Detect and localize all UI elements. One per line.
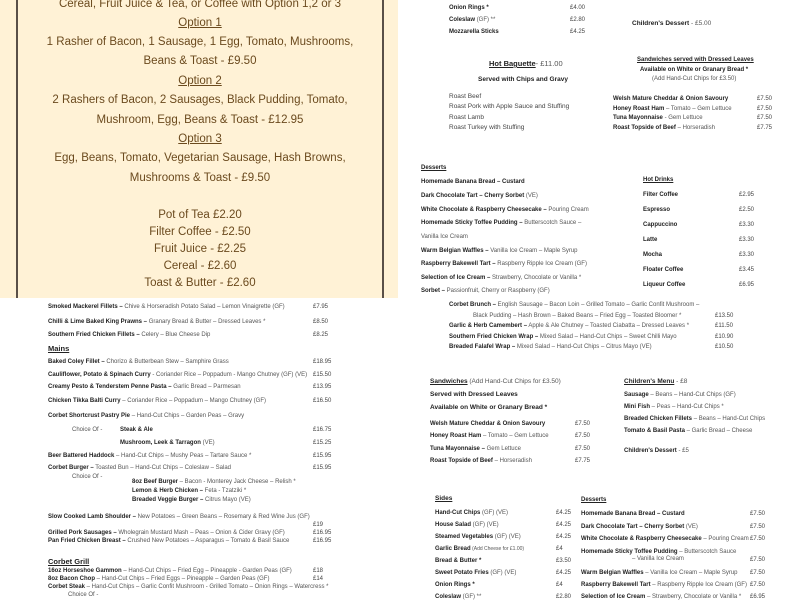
sandwich-name: Honey Roast Ham [613,106,665,112]
sandwich-name: Roast Topside of Beef [430,458,493,464]
pie-choice-price: £15.25 [313,440,332,446]
bite-name: Breaded Falafel Wrap – [449,344,516,350]
sandwich-desc: – Tomato – Gem Lettuce [481,433,549,439]
main-price: £16.50 [313,398,332,404]
child-dessert-name: Children's Dessert [624,448,677,454]
dessert-name: Warm Belgian Waffles – [421,248,489,254]
side-tags: (GF) (VE) [493,534,521,540]
main-desc: – Coriander Rice – Poppadum – Mango Chutney (GF) [120,398,266,404]
dessert-name: Homemade Banana Bread – Custard [421,179,525,185]
sandwiches-line2: Served with Dressed Leaves [430,391,518,398]
extra-cereal: Cereal - £2.60 [163,260,237,272]
burger-choice-label: Choice Of - [72,474,103,480]
side-tags: (GF) (VE) [480,510,508,516]
top-children-dessert [632,20,711,28]
option-3-line2: Mushrooms & Toast - £9.50 [129,172,271,184]
child-item-desc: – Beans – Hand-Cut Chips [692,416,766,422]
sandwich-price: £7.50 [757,96,773,102]
dessert-desc: (VE) [684,524,698,530]
lamb-price: £19 [313,522,324,528]
dessert-price: £7.50 [750,511,766,517]
main-price: £18.95 [313,359,332,365]
bite-desc: Apple & Ale Chutney – Toasted Ciabatta – Dressed Leaves * [527,323,690,329]
dessert-name: Sorbet – [421,288,446,294]
option-1-title: Option 1 [178,17,222,29]
starter-name: Smoked Mackerel Fillets – [48,304,123,310]
baguette-title: Hot Baguette [489,59,536,68]
lamb-desc: New Potatoes – Green Beans – Rosemary & Red Wine Jus (GF) [136,514,310,520]
burger-desc: Toasted Bun – Hand-Cut Chips – Coleslaw – Salad [93,465,231,471]
drink-name: Mocha [643,252,663,258]
burger-choice-desc: – Bacon - Monterey Jack Cheese – Relish * [178,479,296,485]
side-price: £4.00 [570,5,586,11]
bite-name: Southern Fried Chicken Wrap – [449,334,539,340]
drink-name: Liqueur Coffee [643,282,686,288]
burger-choice-name: Breaded Veggie Burger – [132,497,204,503]
side-name: Steamed Vegetables [435,534,494,540]
dessert-desc: Raspberry Ripple Ice Cream (GF) [495,261,587,267]
chicken-desc: Crushed New Potatoes – Asparagus – Tomato & Basil Sauce [125,538,290,544]
dessert-name: Warm Belgian Waffles [581,570,644,576]
pie-choice-name: Steak & Ale [120,427,153,433]
main-name: Creamy Pesto & Tenderstem Penne Pasta – [48,384,172,390]
baguette-item: Roast Pork with Apple Sauce and Stuffing [449,103,570,110]
side-name: House Salad [435,522,472,528]
side-name: Hand-Cut Chips [435,510,481,516]
option-2-title: Option 2 [178,75,222,87]
drink-price: £2.95 [739,192,755,198]
side-tags: (GF) ** [476,17,496,23]
burger-choice-name: Lemon & Herb Chicken – [132,488,204,494]
dessert-name: Selection of Ice Cream [581,594,646,600]
sandwich-name: Roast Topside of Beef [613,125,676,131]
grill-name: 16oz Horseshoe Gammon [48,568,122,574]
grill-name: Corbet Steak [48,584,86,590]
dessert-name: Raspberry Bakewell Tart – [421,261,496,267]
drink-price: £6.95 [739,282,755,288]
dessert-name: White Chocolate & Raspberry Cheesecake – [421,207,547,213]
child-item-name: Mini Fish [624,404,650,410]
dessert-desc: – Strawberry, Chocolate or Vanilla * [645,594,742,600]
sausages-name: Grilled Pork Sausages – [48,530,117,536]
drink-price: £3.30 [739,222,755,228]
burger-price: £15.95 [313,465,332,471]
grill-desc: – Hand-Cut Chips – Garlic Confit Mushroom - Grilled Tomato – Onion Rings – Watercress * [85,584,329,590]
dessert-desc: – Vanilla Ice Cream – Maple Syrup [643,570,738,576]
bite-desc: Black Pudding – Hash Brown – Baked Beans – Fried Egg – Toasted Bloomer * [473,313,682,319]
sandwich-title: Sandwiches served with Dressed Leaves [637,57,754,63]
child-item-desc: – Peas – Hand-Cut Chips * [650,404,724,410]
haddock-desc: – Hand-Cut Chips – Mushy Peas – Tartare Sauce * [114,453,252,459]
bite-price: £10.90 [715,334,734,340]
panel-border-right [382,0,384,298]
side-name: Coleslaw [435,594,462,600]
haddock-name: Beer Battered Haddock [48,453,115,459]
drink-name: Espresso [643,207,671,213]
sandwich-price: £7.75 [757,125,773,131]
side-price: £4.25 [556,570,572,576]
option-1-line2: Beans & Toast - £9.50 [143,55,257,67]
extra-toast: Toast & Butter - £2.60 [144,277,256,289]
grill-price: £18 [313,568,324,574]
sandwiches-title: Sandwiches [430,378,468,385]
sandwich-price: £7.50 [757,115,773,121]
sandwich-name: Honey Roast Ham [430,433,482,439]
main-desc: Chorizo & Butterbean Stew – Samphire Grass [104,359,229,365]
side-name: Coleslaw [449,17,476,23]
sandwich-name: Tuna Mayonnaise [613,115,663,121]
option-3-title: Option 3 [178,133,222,145]
pie-choice-label: Choice Of - [72,427,103,433]
dessert-desc: – Butterscotch Sauce [677,549,737,555]
child-item-desc: – Beans – Hand-Cut Chips (GF) [648,392,736,398]
grill-desc: – Hand-Cut Chips – Fried Egg – Pineapple - Garden Peas (GF) [121,568,292,574]
dessert-name: Homemade Sticky Toffee Pudding – [421,220,523,226]
main-price: £15.50 [313,372,332,378]
sandwich-name: Tuna Mayonnaise – [430,446,485,452]
option-2-line2: Mushroom, Egg, Beans & Toast - £12.95 [96,114,304,126]
baguette-price: - £11.00 [535,59,563,68]
main-name: Cauliflower, Potato & Spinach Curry [48,372,151,378]
side-price: £4.25 [556,510,572,516]
extra-tea: Pot of Tea £2.20 [158,209,242,221]
sandwich-desc: – Horseradish [492,458,532,464]
extra-coffee: Filter Coffee - £2.50 [149,226,251,238]
drink-price: £3.30 [739,237,755,243]
grill-title: Corbet Grill [48,557,90,566]
pie-desc: – Hand-Cut Chips – Garden Peas – Gravy [130,413,245,419]
baguette-subtitle: Served with Chips and Gravy [478,76,568,83]
sandwiches-note: (Add Hand-Cut Chips for £3.50) [467,378,561,385]
dessert-desc: Vanilla Ice Cream – Maple Syrup [488,248,578,254]
sandwich-price: £7.50 [757,106,773,112]
dessert-name: Selection of Ice Cream – [421,275,491,281]
child-dessert-price: - £5 [676,448,689,454]
starter-name: Chilli & Lime Baked King Prawns – [48,319,148,325]
dessert-price: £7.50 [750,582,766,588]
main-price: £13.95 [313,384,332,390]
dessert-desc: – Pouring Cream [701,536,749,542]
grill-name: 8oz Bacon Chop [48,576,96,582]
starter-name: Southern Fried Chicken Fillets – [48,332,140,338]
main-desc: - Coriander Rice – Poppadum - Mango Chutney (GF) (VE) [150,372,308,378]
dessert-name: Dark Chocolate Tart – Cherry Sorbet [421,193,525,199]
child-item-name: Breaded Chicken Fillets [624,416,693,422]
breakfast-intro: Cereal, Fruit Juice & Tea, or Coffee with Option 1,2 or 3 [58,0,342,10]
lamb-name: Slow Cooked Lamb Shoulder – [48,514,137,520]
sandwich-desc: – Tomato – Gem Lettuce [664,106,732,112]
dessert-desc: (VE) [524,193,538,199]
starter-price: £7.95 [313,304,329,310]
dessert-name: Raspberry Bakewell Tart [581,582,651,588]
side-tags: (GF) (VE) [488,570,517,576]
bite-name: Corbet Brunch – [449,302,497,308]
sandwich-desc: – Horseradish [675,125,715,131]
side-name: Garlic Bread [435,546,471,552]
drink-price: £3.45 [739,267,755,273]
starter-desc: Celery – Blue Cheese Dip [139,332,211,338]
child-item-desc: – Garlic Bread – Cheese [684,428,753,434]
sandwich-subtitle: Available on White or Granary Bread * [640,67,749,73]
drink-name: Cappuccino [643,222,678,228]
option-3-line1: Egg, Beans, Tomato, Vegetarian Sausage, Hash Browns, [54,152,346,164]
sandwich-price: £7.50 [575,421,591,427]
extra-juice: Fruit Juice - £2.25 [153,243,247,255]
sides-title: Sides [435,495,453,502]
grill-price: £14 [313,576,324,582]
sandwich-price: £7.50 [575,433,591,439]
baguette-item: Roast Lamb [449,114,485,121]
grill-desc: – Hand-Cut Chips – Fried Eggs – Pineapple – Garden Peas (GF) [95,576,270,582]
option-2-line1: 2 Rashers of Bacon, 2 Sausages, Black Pudding, Tomato, [52,94,348,106]
side-name: Bread & Butter * [435,558,482,564]
grill-choice-label: Choice Of - [68,592,99,598]
starter-price: £8.25 [313,332,329,338]
side-price: £2.80 [556,594,572,600]
dessert-price: £6.95 [750,594,766,600]
child-item-name: Sausage [624,392,649,398]
dessert-desc: Strawberry, Chocolate or Vanilla * [490,275,582,281]
drink-price: £2.50 [739,207,755,213]
dessert-price: £7.50 [750,524,766,530]
bite-desc: English Sausage – Bacon Loin – Grilled Tomato – Garlic Confit Mushroom – [496,302,700,308]
dessert-desc: Pouring Cream [546,207,589,213]
sandwich-name: Welsh Mature Cheddar & Onion Savoury [430,421,546,427]
drink-name: Floater Coffee [643,267,684,273]
dessert-name: Homemade Sticky Toffee Pudding [581,549,678,555]
side-tags: (Add Cheese for £1.00) [470,546,525,552]
baguette-item: Roast Turkey with Stuffing [449,124,525,131]
burger-choice-desc: Citrus Mayo (VE) [203,497,251,503]
dessert-price: - £5.00 [691,20,712,27]
sausages-price: £16.95 [313,530,332,536]
desserts-title: Desserts [421,165,447,171]
dessert-name: Dark Chocolate Tart – Cherry Sorbet [581,524,685,530]
dessert-price: £7.50 [750,570,766,576]
bite-name: Garlic & Herb Camembert – [449,323,528,329]
sandwich-desc: Gem Lettuce [484,446,521,452]
desserts-title: Desserts [581,497,607,503]
dessert-name: Homemade Banana Bread – Custard [581,511,685,517]
child-item-name: Tomato & Basil Pasta [624,428,685,434]
side-price: £2.80 [570,17,586,23]
childrens-price: - £8 [674,378,688,385]
haddock-price: £15.95 [313,453,332,459]
side-name: Mozzarella Sticks [449,29,499,35]
pie-choice-price: £16.75 [313,427,332,433]
pie-name: Corbet Shortcrust Pastry Pie [48,413,131,419]
side-price: £4 [556,546,563,552]
starter-desc: Chive & Horseradish Potato Salad – Lemon Vinaigrette (GF) [122,304,285,310]
bite-desc: Mixed Salad – Hand-Cut Chips – Sweet Chilli Mayo [538,334,677,340]
dessert-desc: – Raspberry Ripple Ice Cream (GF) [650,582,747,588]
dessert-desc: Vanilla Ice Cream [421,234,468,240]
side-name: Onion Rings * [435,582,475,588]
chicken-name: Pan Fried Chicken Breast – [48,538,126,544]
drink-price: £3.30 [739,252,755,258]
side-price: £4 [556,582,563,588]
side-tags: (GF) (VE) [471,522,499,528]
main-desc: Garlic Bread – Parmesan [171,384,241,390]
mains-title: Mains [48,344,70,353]
sandwich-price: £7.50 [575,446,591,452]
main-name: Baked Coley Fillet – [48,359,105,365]
chicken-price: £16.95 [313,538,332,544]
side-price: £4.25 [556,522,572,528]
sandwich-note: (Add Hand-Cut Chips for £3.50) [652,76,737,82]
drink-name: Filter Coffee [643,192,679,198]
burger-name: Corbet Burger – [48,465,94,471]
bite-desc: Mixed Salad – Hand-Cut Chips – Citrus Mayo (VE) [515,344,652,350]
side-price: £3.50 [556,558,572,564]
starter-desc: Granary Bread & Butter – Dressed Leaves * [147,319,266,325]
starter-price: £8.50 [313,319,329,325]
dessert-desc: Passionfruit, Cherry or Raspberry (GF) [445,288,550,294]
dessert-desc: Butterscotch Sauce – [522,220,582,226]
sandwich-price: £7.75 [575,458,591,464]
hot-drinks-title: Hot Drinks [643,177,674,183]
side-name: Onion Rings * [449,5,489,11]
side-price: £4.25 [570,29,586,35]
side-tags: (GF) ** [461,594,482,600]
burger-choice-name: 8oz Beef Burger [132,479,179,485]
baguette-item: Roast Beef [449,93,482,100]
sandwich-desc: - Gem Lettuce [662,115,703,121]
dessert-price: £7.50 [750,557,766,563]
pie-choice-tag: (VE) [200,440,215,446]
side-name: Sweet Potato Fries [435,570,489,576]
childrens-title: Children's Menu [624,378,675,385]
drink-name: Latte [643,237,658,243]
sausages-desc: Wholegrain Mustard Mash – Peas – Onion & Cider Gravy (GF) [116,530,285,536]
side-price: £4.25 [556,534,572,540]
bite-price: £13.50 [715,313,734,319]
bite-price: £10.50 [715,344,734,350]
dessert-name: Children's Dessert [632,20,690,27]
bite-price: £11.50 [715,323,733,329]
sandwiches-line3: Available on White or Granary Bread * [430,404,548,411]
main-name: Chicken Tikka Balti Curry [48,398,121,404]
sandwich-name: Welsh Mature Cheddar & Onion Savoury [613,96,729,102]
breakfast-panel [0,0,398,298]
dessert-desc: – Vanilla Ice Cream [632,556,684,562]
dessert-price: £7.50 [750,536,766,542]
burger-choice-desc: Feta - Tzatziki * [203,488,247,494]
dessert-name: White Chocolate & Raspberry Cheesecake [581,536,702,542]
pie-choice-name: Mushroom, Leek & Tarragon [120,440,201,446]
option-1-line1: 1 Rasher of Bacon, 1 Sausage, 1 Egg, Tomato, Mushrooms, [46,36,354,48]
